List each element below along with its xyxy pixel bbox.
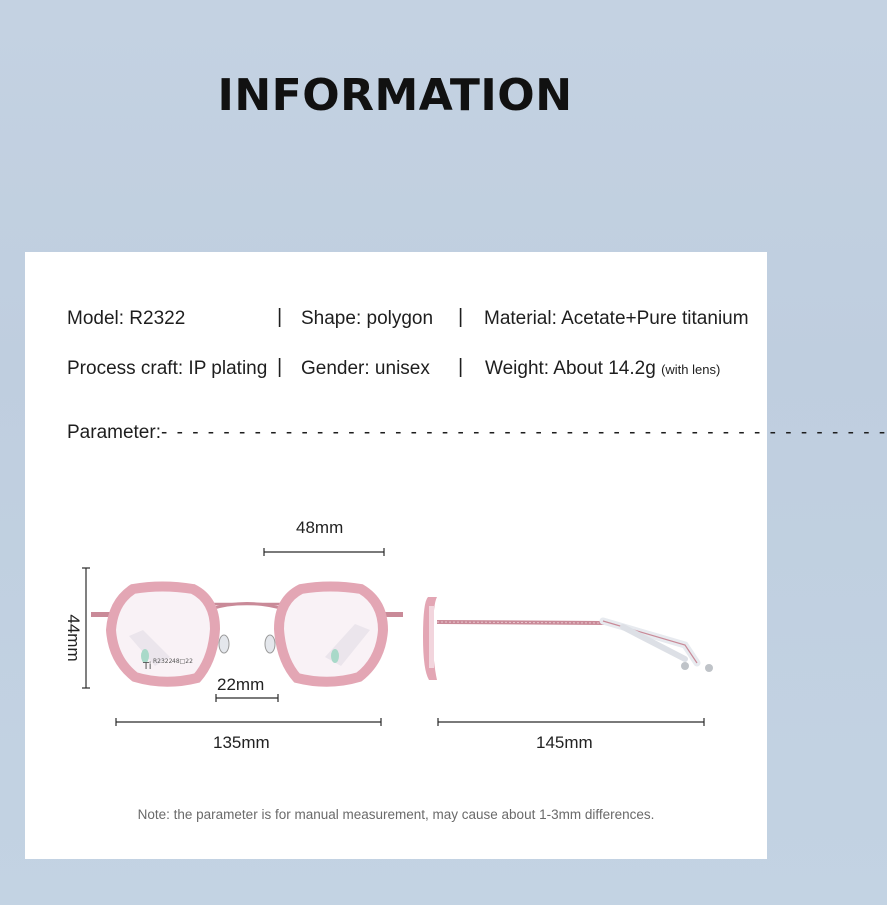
parameter-label: Parameter: — [67, 422, 161, 443]
side-view — [423, 597, 713, 680]
temple-length-label: 145mm — [536, 733, 593, 752]
measurement-note: Note: the parameter is for manual measurement, may cause about 1-3mm differences. — [137, 807, 655, 822]
spec-separator: | — [277, 356, 283, 378]
right-tip — [331, 649, 339, 663]
spec-model: Model: R2322 — [67, 308, 186, 329]
frame-size: 48□22 — [172, 658, 193, 665]
frame-width-label: 135mm — [213, 733, 270, 752]
parameter-dashes: - - - - - - - - - - - - - - - - - - - - - - - - - - - - - - - - - - - - - - - - - - - - - - - — [160, 422, 887, 443]
left-nose-pad — [219, 635, 229, 653]
spec-material: Material: Acetate+Pure titanium — [484, 308, 749, 329]
right-nose-pad — [265, 635, 275, 653]
glasses-illustration — [25, 252, 767, 859]
spec-weight-value: Weight: About 14.2g — [485, 358, 656, 379]
left-hinge — [91, 612, 111, 617]
spec-separator: | — [277, 306, 283, 328]
front-view — [91, 587, 403, 682]
right-lens-frame — [279, 587, 383, 682]
spec-gender: Gender: unisex — [301, 358, 430, 379]
spec-separator: | — [458, 306, 464, 328]
frame-code: R2322 — [153, 658, 173, 665]
left-lens-frame — [111, 587, 215, 682]
info-card — [25, 252, 887, 859]
lens-height-label: 44mm — [64, 614, 83, 662]
spec-process-craft: Process craft: IP plating — [67, 358, 268, 379]
frame-logo: Ti — [143, 661, 152, 672]
spec-weight-note: (with lens) — [661, 362, 721, 377]
page-heading: INFORMATION — [217, 70, 573, 121]
bridge-width-label: 22mm — [217, 675, 265, 694]
spec-shape: Shape: polygon — [301, 308, 434, 329]
spec-separator: | — [458, 356, 464, 378]
lens-width-label: 48mm — [296, 518, 344, 537]
